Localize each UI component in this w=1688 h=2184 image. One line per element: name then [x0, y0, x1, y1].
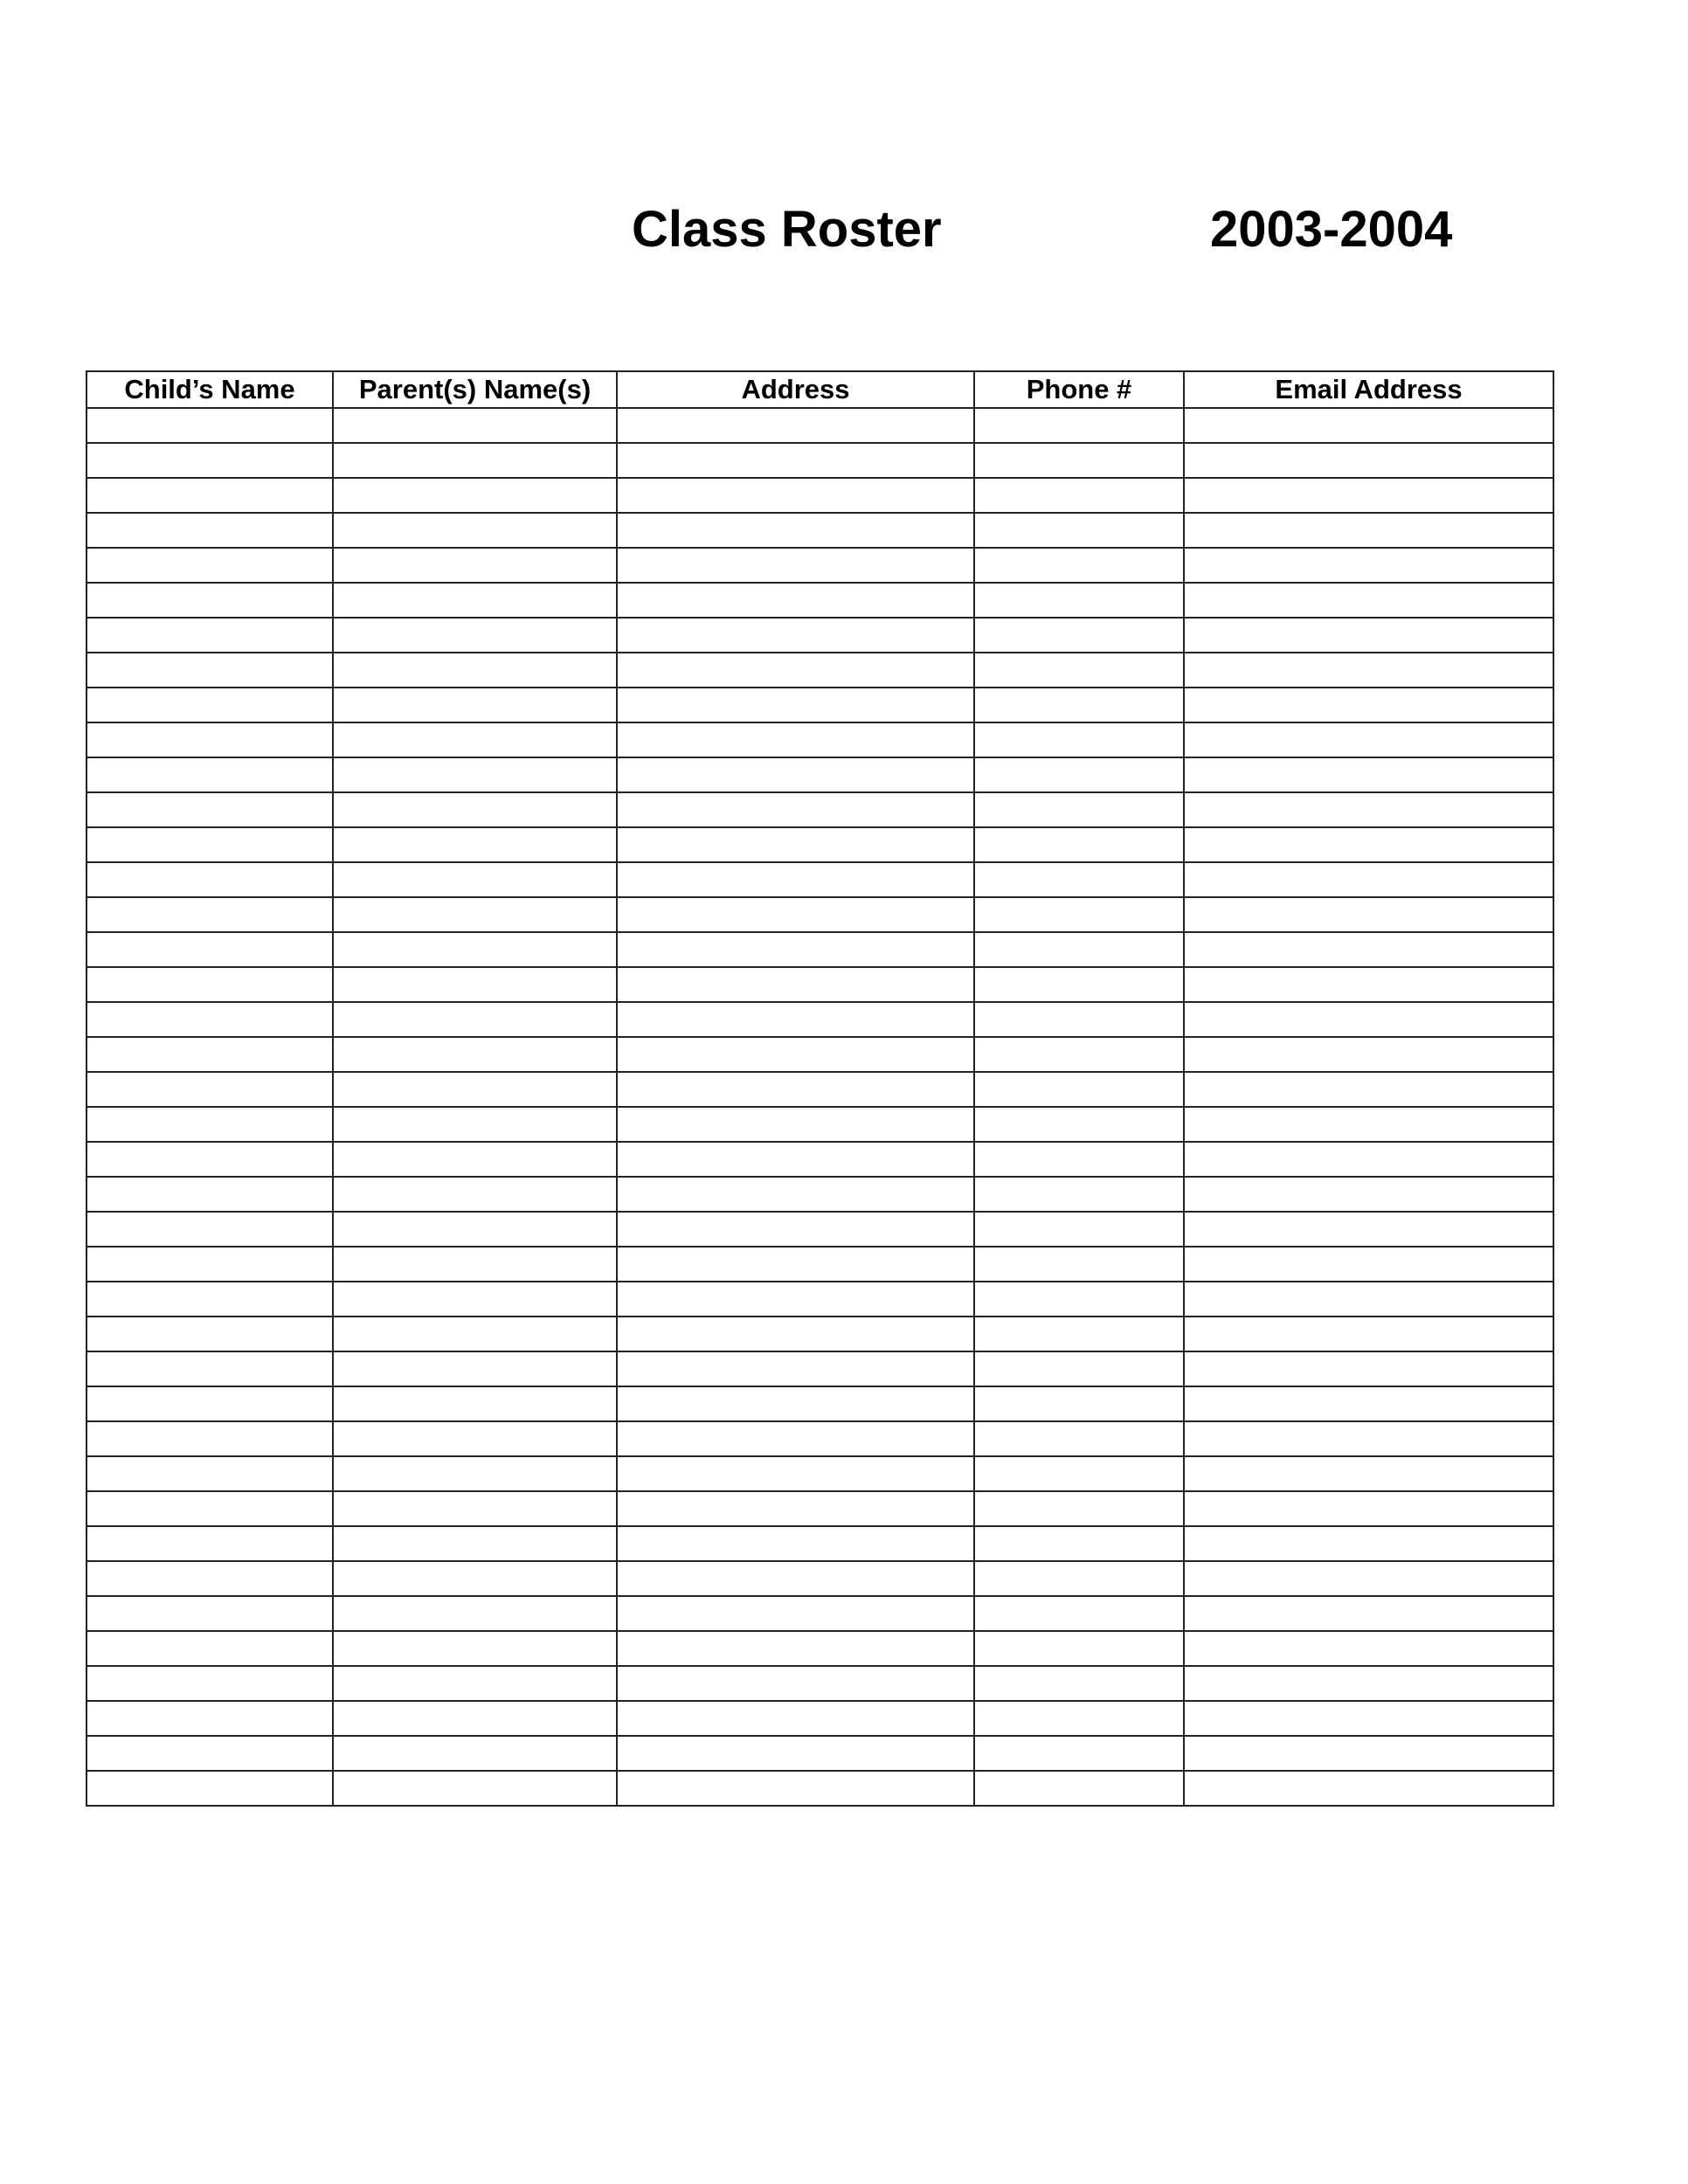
- roster-body: [86, 408, 1553, 1806]
- table-row: [86, 1421, 1553, 1456]
- header-row: [86, 371, 1553, 408]
- parents-names-cell: [333, 1037, 617, 1072]
- table-row: [86, 1666, 1553, 1701]
- table-row: [86, 1701, 1553, 1736]
- table-row: [86, 1177, 1553, 1212]
- parents-names-cell: [333, 967, 617, 1002]
- email-address-cell: [1184, 408, 1553, 443]
- address-cell: [617, 1072, 974, 1107]
- table-row: [86, 932, 1553, 967]
- address-cell: [617, 1142, 974, 1177]
- address-cell: [617, 1351, 974, 1386]
- address-cell: [617, 583, 974, 618]
- table-row: [86, 1561, 1553, 1596]
- childs-name-cell: [86, 688, 333, 722]
- phone-cell: [974, 653, 1184, 688]
- parents-names-cell: [333, 757, 617, 792]
- email-address-cell: [1184, 757, 1553, 792]
- parents-names-cell: [333, 1631, 617, 1666]
- address-cell: [617, 1177, 974, 1212]
- email-address-cell: [1184, 932, 1553, 967]
- email-address-cell: [1184, 583, 1553, 618]
- phone-cell: [974, 1072, 1184, 1107]
- phone-cell: [974, 1107, 1184, 1142]
- parents-names-cell: [333, 1526, 617, 1561]
- table-row: [86, 1317, 1553, 1351]
- email-address-cell: [1184, 897, 1553, 932]
- address-cell: [617, 548, 974, 583]
- address-cell: [617, 932, 974, 967]
- phone-cell: [974, 757, 1184, 792]
- address-cell: [617, 757, 974, 792]
- childs-name-cell: [86, 443, 333, 478]
- phone-cell: [974, 548, 1184, 583]
- childs-name-cell: [86, 897, 333, 932]
- email-address-cell: [1184, 1212, 1553, 1247]
- phone-cell: [974, 408, 1184, 443]
- address-cell: [617, 1631, 974, 1666]
- childs-name-cell: [86, 827, 333, 862]
- parents-names-cell: [333, 1491, 617, 1526]
- phone-cell: [974, 1736, 1184, 1771]
- email-address-cell: [1184, 1666, 1553, 1701]
- childs-name-cell: [86, 1491, 333, 1526]
- address-cell: [617, 1701, 974, 1736]
- parents-names-cell: [333, 443, 617, 478]
- table-row: [86, 1037, 1553, 1072]
- table-row: [86, 1247, 1553, 1282]
- parents-names-cell: [333, 1596, 617, 1631]
- childs-name-cell: [86, 792, 333, 827]
- address-cell: [617, 722, 974, 757]
- address-cell: [617, 1561, 974, 1596]
- table-row: [86, 1002, 1553, 1037]
- phone-cell: [974, 1701, 1184, 1736]
- parents-names-cell: [333, 1736, 617, 1771]
- address-cell: [617, 1247, 974, 1282]
- email-address-cell: [1184, 1037, 1553, 1072]
- email-address-cell: [1184, 1107, 1553, 1142]
- parents-names-cell: [333, 1107, 617, 1142]
- address-cell: [617, 1596, 974, 1631]
- childs-name-cell: [86, 1317, 333, 1351]
- phone-cell: [974, 1212, 1184, 1247]
- table-row: [86, 618, 1553, 653]
- table-row: [86, 513, 1553, 548]
- parents-names-cell: [333, 583, 617, 618]
- phone-cell: [974, 1456, 1184, 1491]
- childs-name-cell: [86, 1631, 333, 1666]
- column-header-parents-names: Parent(s) Name(s): [333, 371, 617, 408]
- address-cell: [617, 513, 974, 548]
- email-address-cell: [1184, 1526, 1553, 1561]
- phone-cell: [974, 1317, 1184, 1351]
- address-cell: [617, 862, 974, 897]
- table-row: [86, 792, 1553, 827]
- address-cell: [617, 478, 974, 513]
- parents-names-cell: [333, 1247, 617, 1282]
- phone-cell: [974, 1142, 1184, 1177]
- email-address-cell: [1184, 1317, 1553, 1351]
- childs-name-cell: [86, 1177, 333, 1212]
- parents-names-cell: [333, 1701, 617, 1736]
- address-cell: [617, 1386, 974, 1421]
- address-cell: [617, 653, 974, 688]
- table-row: [86, 1282, 1553, 1317]
- table-row: [86, 862, 1553, 897]
- parents-names-cell: [333, 1351, 617, 1386]
- childs-name-cell: [86, 1247, 333, 1282]
- email-address-cell: [1184, 1386, 1553, 1421]
- email-address-cell: [1184, 1701, 1553, 1736]
- address-cell: [617, 1317, 974, 1351]
- email-address-cell: [1184, 1596, 1553, 1631]
- parents-names-cell: [333, 548, 617, 583]
- childs-name-cell: [86, 1142, 333, 1177]
- email-address-cell: [1184, 1247, 1553, 1282]
- childs-name-cell: [86, 1212, 333, 1247]
- parents-names-cell: [333, 1002, 617, 1037]
- parents-names-cell: [333, 478, 617, 513]
- childs-name-cell: [86, 757, 333, 792]
- childs-name-cell: [86, 653, 333, 688]
- parents-names-cell: [333, 1177, 617, 1212]
- column-header-email-address: Email Address: [1184, 371, 1553, 408]
- phone-cell: [974, 1386, 1184, 1421]
- email-address-cell: [1184, 548, 1553, 583]
- table-row: [86, 478, 1553, 513]
- childs-name-cell: [86, 1701, 333, 1736]
- parents-names-cell: [333, 1282, 617, 1317]
- table-row: [86, 897, 1553, 932]
- childs-name-cell: [86, 1771, 333, 1806]
- parents-names-cell: [333, 897, 617, 932]
- column-header-address: Address: [617, 371, 974, 408]
- parents-names-cell: [333, 1666, 617, 1701]
- phone-cell: [974, 827, 1184, 862]
- phone-cell: [974, 1351, 1184, 1386]
- email-address-cell: [1184, 443, 1553, 478]
- phone-cell: [974, 1526, 1184, 1561]
- email-address-cell: [1184, 1177, 1553, 1212]
- email-address-cell: [1184, 792, 1553, 827]
- phone-cell: [974, 1561, 1184, 1596]
- email-address-cell: [1184, 513, 1553, 548]
- phone-cell: [974, 1282, 1184, 1317]
- table-row: [86, 1107, 1553, 1142]
- childs-name-cell: [86, 1561, 333, 1596]
- parents-names-cell: [333, 513, 617, 548]
- phone-cell: [974, 722, 1184, 757]
- childs-name-cell: [86, 1456, 333, 1491]
- email-address-cell: [1184, 1631, 1553, 1666]
- parents-names-cell: [333, 1317, 617, 1351]
- table-row: [86, 653, 1553, 688]
- phone-cell: [974, 1631, 1184, 1666]
- phone-cell: [974, 862, 1184, 897]
- table-row: [86, 548, 1553, 583]
- parents-names-cell: [333, 408, 617, 443]
- phone-cell: [974, 1596, 1184, 1631]
- phone-cell: [974, 478, 1184, 513]
- address-cell: [617, 792, 974, 827]
- email-address-cell: [1184, 1561, 1553, 1596]
- phone-cell: [974, 1421, 1184, 1456]
- address-cell: [617, 1771, 974, 1806]
- table-row: [86, 408, 1553, 443]
- address-cell: [617, 1002, 974, 1037]
- parents-names-cell: [333, 688, 617, 722]
- phone-cell: [974, 513, 1184, 548]
- phone-cell: [974, 932, 1184, 967]
- childs-name-cell: [86, 1526, 333, 1561]
- childs-name-cell: [86, 478, 333, 513]
- email-address-cell: [1184, 688, 1553, 722]
- email-address-cell: [1184, 618, 1553, 653]
- parents-names-cell: [333, 1072, 617, 1107]
- phone-cell: [974, 897, 1184, 932]
- table-row: [86, 583, 1553, 618]
- address-cell: [617, 408, 974, 443]
- address-cell: [617, 1212, 974, 1247]
- table-row: [86, 1212, 1553, 1247]
- phone-cell: [974, 1666, 1184, 1701]
- email-address-cell: [1184, 1736, 1553, 1771]
- table-row: [86, 1596, 1553, 1631]
- childs-name-cell: [86, 932, 333, 967]
- table-row: [86, 688, 1553, 722]
- parents-names-cell: [333, 1386, 617, 1421]
- phone-cell: [974, 1002, 1184, 1037]
- childs-name-cell: [86, 1666, 333, 1701]
- address-cell: [617, 1421, 974, 1456]
- table-row: [86, 967, 1553, 1002]
- address-cell: [617, 1736, 974, 1771]
- childs-name-cell: [86, 1037, 333, 1072]
- parents-names-cell: [333, 618, 617, 653]
- parents-names-cell: [333, 1142, 617, 1177]
- email-address-cell: [1184, 1142, 1553, 1177]
- address-cell: [617, 827, 974, 862]
- phone-cell: [974, 1177, 1184, 1212]
- phone-cell: [974, 792, 1184, 827]
- email-address-cell: [1184, 653, 1553, 688]
- parents-names-cell: [333, 792, 617, 827]
- address-cell: [617, 618, 974, 653]
- address-cell: [617, 1491, 974, 1526]
- phone-cell: [974, 583, 1184, 618]
- email-address-cell: [1184, 1282, 1553, 1317]
- childs-name-cell: [86, 1002, 333, 1037]
- email-address-cell: [1184, 478, 1553, 513]
- parents-names-cell: [333, 1421, 617, 1456]
- address-cell: [617, 1456, 974, 1491]
- email-address-cell: [1184, 1491, 1553, 1526]
- childs-name-cell: [86, 1282, 333, 1317]
- email-address-cell: [1184, 827, 1553, 862]
- childs-name-cell: [86, 618, 333, 653]
- table-row: [86, 1351, 1553, 1386]
- phone-cell: [974, 443, 1184, 478]
- phone-cell: [974, 1491, 1184, 1526]
- table-row: [86, 1526, 1553, 1561]
- phone-cell: [974, 967, 1184, 1002]
- parents-names-cell: [333, 862, 617, 897]
- phone-cell: [974, 1247, 1184, 1282]
- childs-name-cell: [86, 408, 333, 443]
- parents-names-cell: [333, 932, 617, 967]
- address-cell: [617, 967, 974, 1002]
- childs-name-cell: [86, 548, 333, 583]
- address-cell: [617, 897, 974, 932]
- childs-name-cell: [86, 967, 333, 1002]
- parents-names-cell: [333, 827, 617, 862]
- table-row: [86, 722, 1553, 757]
- childs-name-cell: [86, 1421, 333, 1456]
- address-cell: [617, 1282, 974, 1317]
- childs-name-cell: [86, 1107, 333, 1142]
- table-row: [86, 1491, 1553, 1526]
- phone-cell: [974, 1771, 1184, 1806]
- address-cell: [617, 1526, 974, 1561]
- address-cell: [617, 1037, 974, 1072]
- parents-names-cell: [333, 653, 617, 688]
- childs-name-cell: [86, 1736, 333, 1771]
- childs-name-cell: [86, 1386, 333, 1421]
- table-row: [86, 757, 1553, 792]
- phone-cell: [974, 688, 1184, 722]
- phone-cell: [974, 1037, 1184, 1072]
- email-address-cell: [1184, 862, 1553, 897]
- table-row: [86, 1736, 1553, 1771]
- email-address-cell: [1184, 1456, 1553, 1491]
- email-address-cell: [1184, 1421, 1553, 1456]
- parents-names-cell: [333, 1212, 617, 1247]
- email-address-cell: [1184, 1072, 1553, 1107]
- roster-table: [86, 370, 1554, 1807]
- table-row: [86, 1072, 1553, 1107]
- parents-names-cell: [333, 722, 617, 757]
- column-header-childs-name: Child’s Name: [86, 371, 333, 408]
- school-year: 2003-2004: [1210, 201, 1453, 258]
- childs-name-cell: [86, 1351, 333, 1386]
- table-row: [86, 443, 1553, 478]
- address-cell: [617, 443, 974, 478]
- email-address-cell: [1184, 722, 1553, 757]
- childs-name-cell: [86, 722, 333, 757]
- table-row: [86, 1142, 1553, 1177]
- table-row: [86, 1771, 1553, 1806]
- email-address-cell: [1184, 1002, 1553, 1037]
- email-address-cell: [1184, 967, 1553, 1002]
- table-row: [86, 827, 1553, 862]
- phone-cell: [974, 618, 1184, 653]
- address-cell: [617, 1666, 974, 1701]
- email-address-cell: [1184, 1351, 1553, 1386]
- parents-names-cell: [333, 1561, 617, 1596]
- table-row: [86, 1386, 1553, 1421]
- address-cell: [617, 688, 974, 722]
- table-row: [86, 1456, 1553, 1491]
- childs-name-cell: [86, 862, 333, 897]
- childs-name-cell: [86, 583, 333, 618]
- childs-name-cell: [86, 513, 333, 548]
- childs-name-cell: [86, 1072, 333, 1107]
- parents-names-cell: [333, 1771, 617, 1806]
- email-address-cell: [1184, 1771, 1553, 1806]
- table-row: [86, 1631, 1553, 1666]
- childs-name-cell: [86, 1596, 333, 1631]
- address-cell: [617, 1107, 974, 1142]
- parents-names-cell: [333, 1456, 617, 1491]
- column-header-phone: Phone #: [974, 371, 1184, 408]
- page-title: Class Roster: [632, 201, 942, 258]
